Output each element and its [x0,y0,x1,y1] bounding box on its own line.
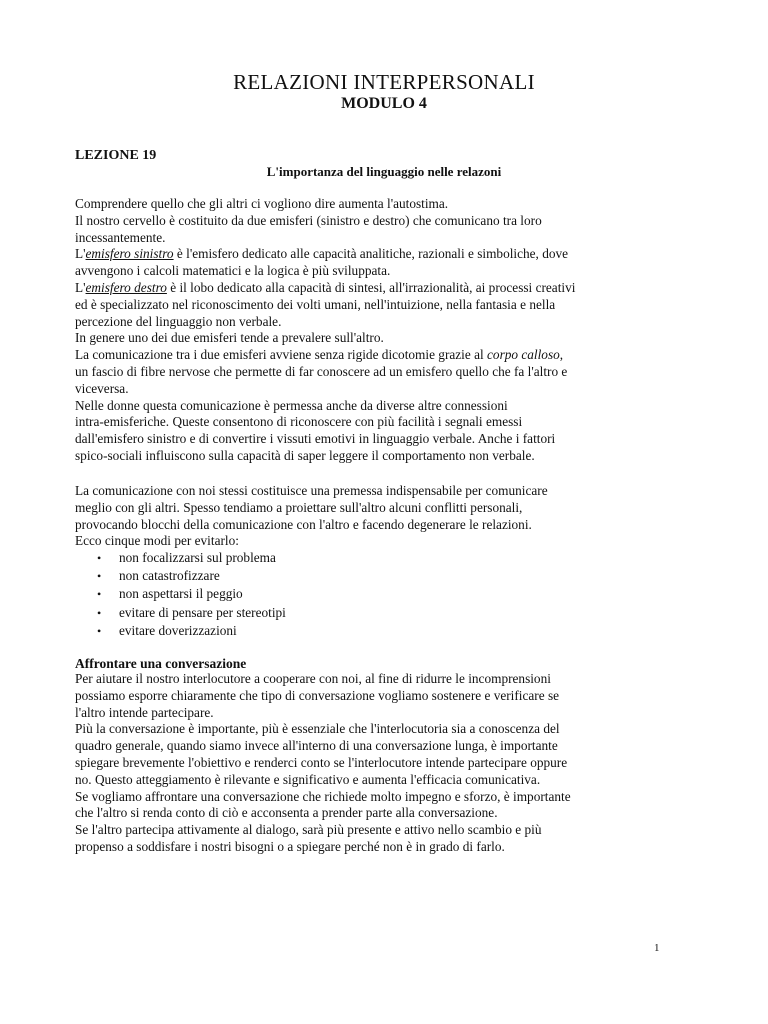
text-line: percezione del linguaggio non verbale. [75,313,282,329]
text-line: propenso a soddisfare i nostri bisogni o a spiegare perché non è in grado di farlo. [75,838,505,854]
paragraph-self-communication [75,483,695,550]
bullet-list [97,549,286,640]
text-line [75,347,695,364]
lesson-label: LEZIONE 19 [75,148,157,163]
text-line: Comprendere quello che gli altri ci vogliono dire aumenta l'autostima. [75,196,449,211]
list-item-text: non catastrofizzare [119,568,220,584]
text-line: dall'emisfero sinistro e di convertire i vissuti emotivi in linguaggio verbale. Anche i fattori [75,431,556,447]
bullet-icon: • [97,623,102,638]
list-item-text: non aspettarsi il peggio [119,586,243,602]
text-line: Più la conversazione è importante, più è essenziale che l'interlocutoria sia a conoscenza del [75,721,560,737]
text-line: Se l'altro partecipa attivamente al dialogo, sarà più presente e attivo nello scambio e più [75,822,542,838]
text-line: l'altro intende partecipare. [75,704,214,720]
text-line: Se vogliamo affrontare una conversazione che richiede molto impegno e sforzo, è importante [75,788,571,804]
bullet-icon: • [97,605,102,620]
list-item [97,604,286,622]
text-line: spico-sociali influiscono sulla capacità di saper leggere il comportamento non verbale. [75,447,535,463]
paragraph-conversation [75,671,695,856]
text-line: ed è specializzato nel riconoscimento dei volti umani, nell'intuizione, nella fantasia e nella [75,296,556,312]
text-fragment: è l'emisfero dedicato alle capacità analitiche, razionali e simboliche, dove [173,246,569,262]
page-number: 1 [654,942,660,954]
section-heading: Affrontare una conversazione [75,656,247,671]
text-line [75,246,695,263]
text-line: viceversa. [75,380,129,396]
text-line: quadro generale, quando siamo invece all'interno di una conversazione lunga, è importante [75,738,558,754]
text-line: provocando blocchi della comunicazione con l'altro e facendo degenerare le relazioni. [75,516,532,532]
list-item-text: non focalizzarsi sul problema [119,550,276,565]
text-line: avvengono i calcoli matematici e la logica è più sviluppata. [75,263,391,279]
text-line: no. Questo atteggiamento è rilevante e significativo e aumenta l'efficacia comunicativa. [75,771,541,787]
text-fragment: La comunicazione tra i due emisferi avviene senza rigide dicotomie grazie al [75,347,488,363]
text-line: meglio con gli altri. Spesso tendiamo a proiettare sull'altro alcuni conflitti personali, [75,499,523,515]
text-fragment: è il lobo dedicato alla capacità di sintesi, all'irrazionalità, ai processi creativi [166,279,576,295]
bullet-icon: • [97,569,102,584]
text-line: che l'altro si renda conto di ciò e acconsenta a prender parte alla conversazione. [75,805,498,821]
term-right-hemisphere: emisfero destro [85,279,167,295]
lesson-title: L'importanza del linguaggio nelle relazoni [266,164,502,179]
text-line: spiegare brevemente l'obiettivo e renderci conto se l'interlocutore intende partecipare oppure [75,754,568,770]
module-subtitle: MODULO 4 [341,95,427,112]
text-line: possiamo esporre chiaramente che tipo di conversazione vogliamo sostenere e verificare se [75,687,560,703]
page-title: RELAZIONI INTERPERSONALI [233,70,535,94]
text-line: Ecco cinque modi per evitarlo: [75,533,239,549]
text-line: In genere uno dei due emisferi tende a prevalere sull'altro. [75,330,384,346]
paragraph-hemispheres [75,196,695,465]
bullet-icon: • [97,587,102,602]
list-item-text: evitare di pensare per stereotipi [119,604,286,620]
list-item [97,585,286,603]
term-corpus-callosum: corpo calloso [487,347,560,363]
text-fragment: , [559,347,564,363]
text-line: incessantemente. [75,229,166,245]
bullet-icon: • [97,551,102,565]
text-line [75,280,695,297]
text-line: Il nostro cervello è costituito da due emisferi (sinistro e destro) che comunicano tra loro [75,212,542,228]
text-fragment: L' [75,246,86,262]
text-line: Nelle donne questa comunicazione è permessa anche da diverse altre connessioni [75,397,508,413]
text-fragment: L' [75,279,86,295]
term-left-hemisphere: emisfero sinistro [85,246,174,262]
text-line: un fascio di fibre nervose che permette di far conoscere ad un emisfero quello che fa l'altro e [75,363,568,379]
text-line: intra-emisferiche. Queste consentono di riconoscere con più facilità i segnali emessi [75,414,523,430]
list-item [97,622,286,640]
list-item-text: evitare doverizzazioni [119,622,237,638]
text-line: Per aiutare il nostro interlocutore a cooperare con noi, al fine di ridurre le incomprensioni [75,671,551,686]
list-item [97,549,286,567]
text-line: La comunicazione con noi stessi costituisce una premessa indispensabile per comunicare [75,483,548,498]
list-item [97,567,286,585]
